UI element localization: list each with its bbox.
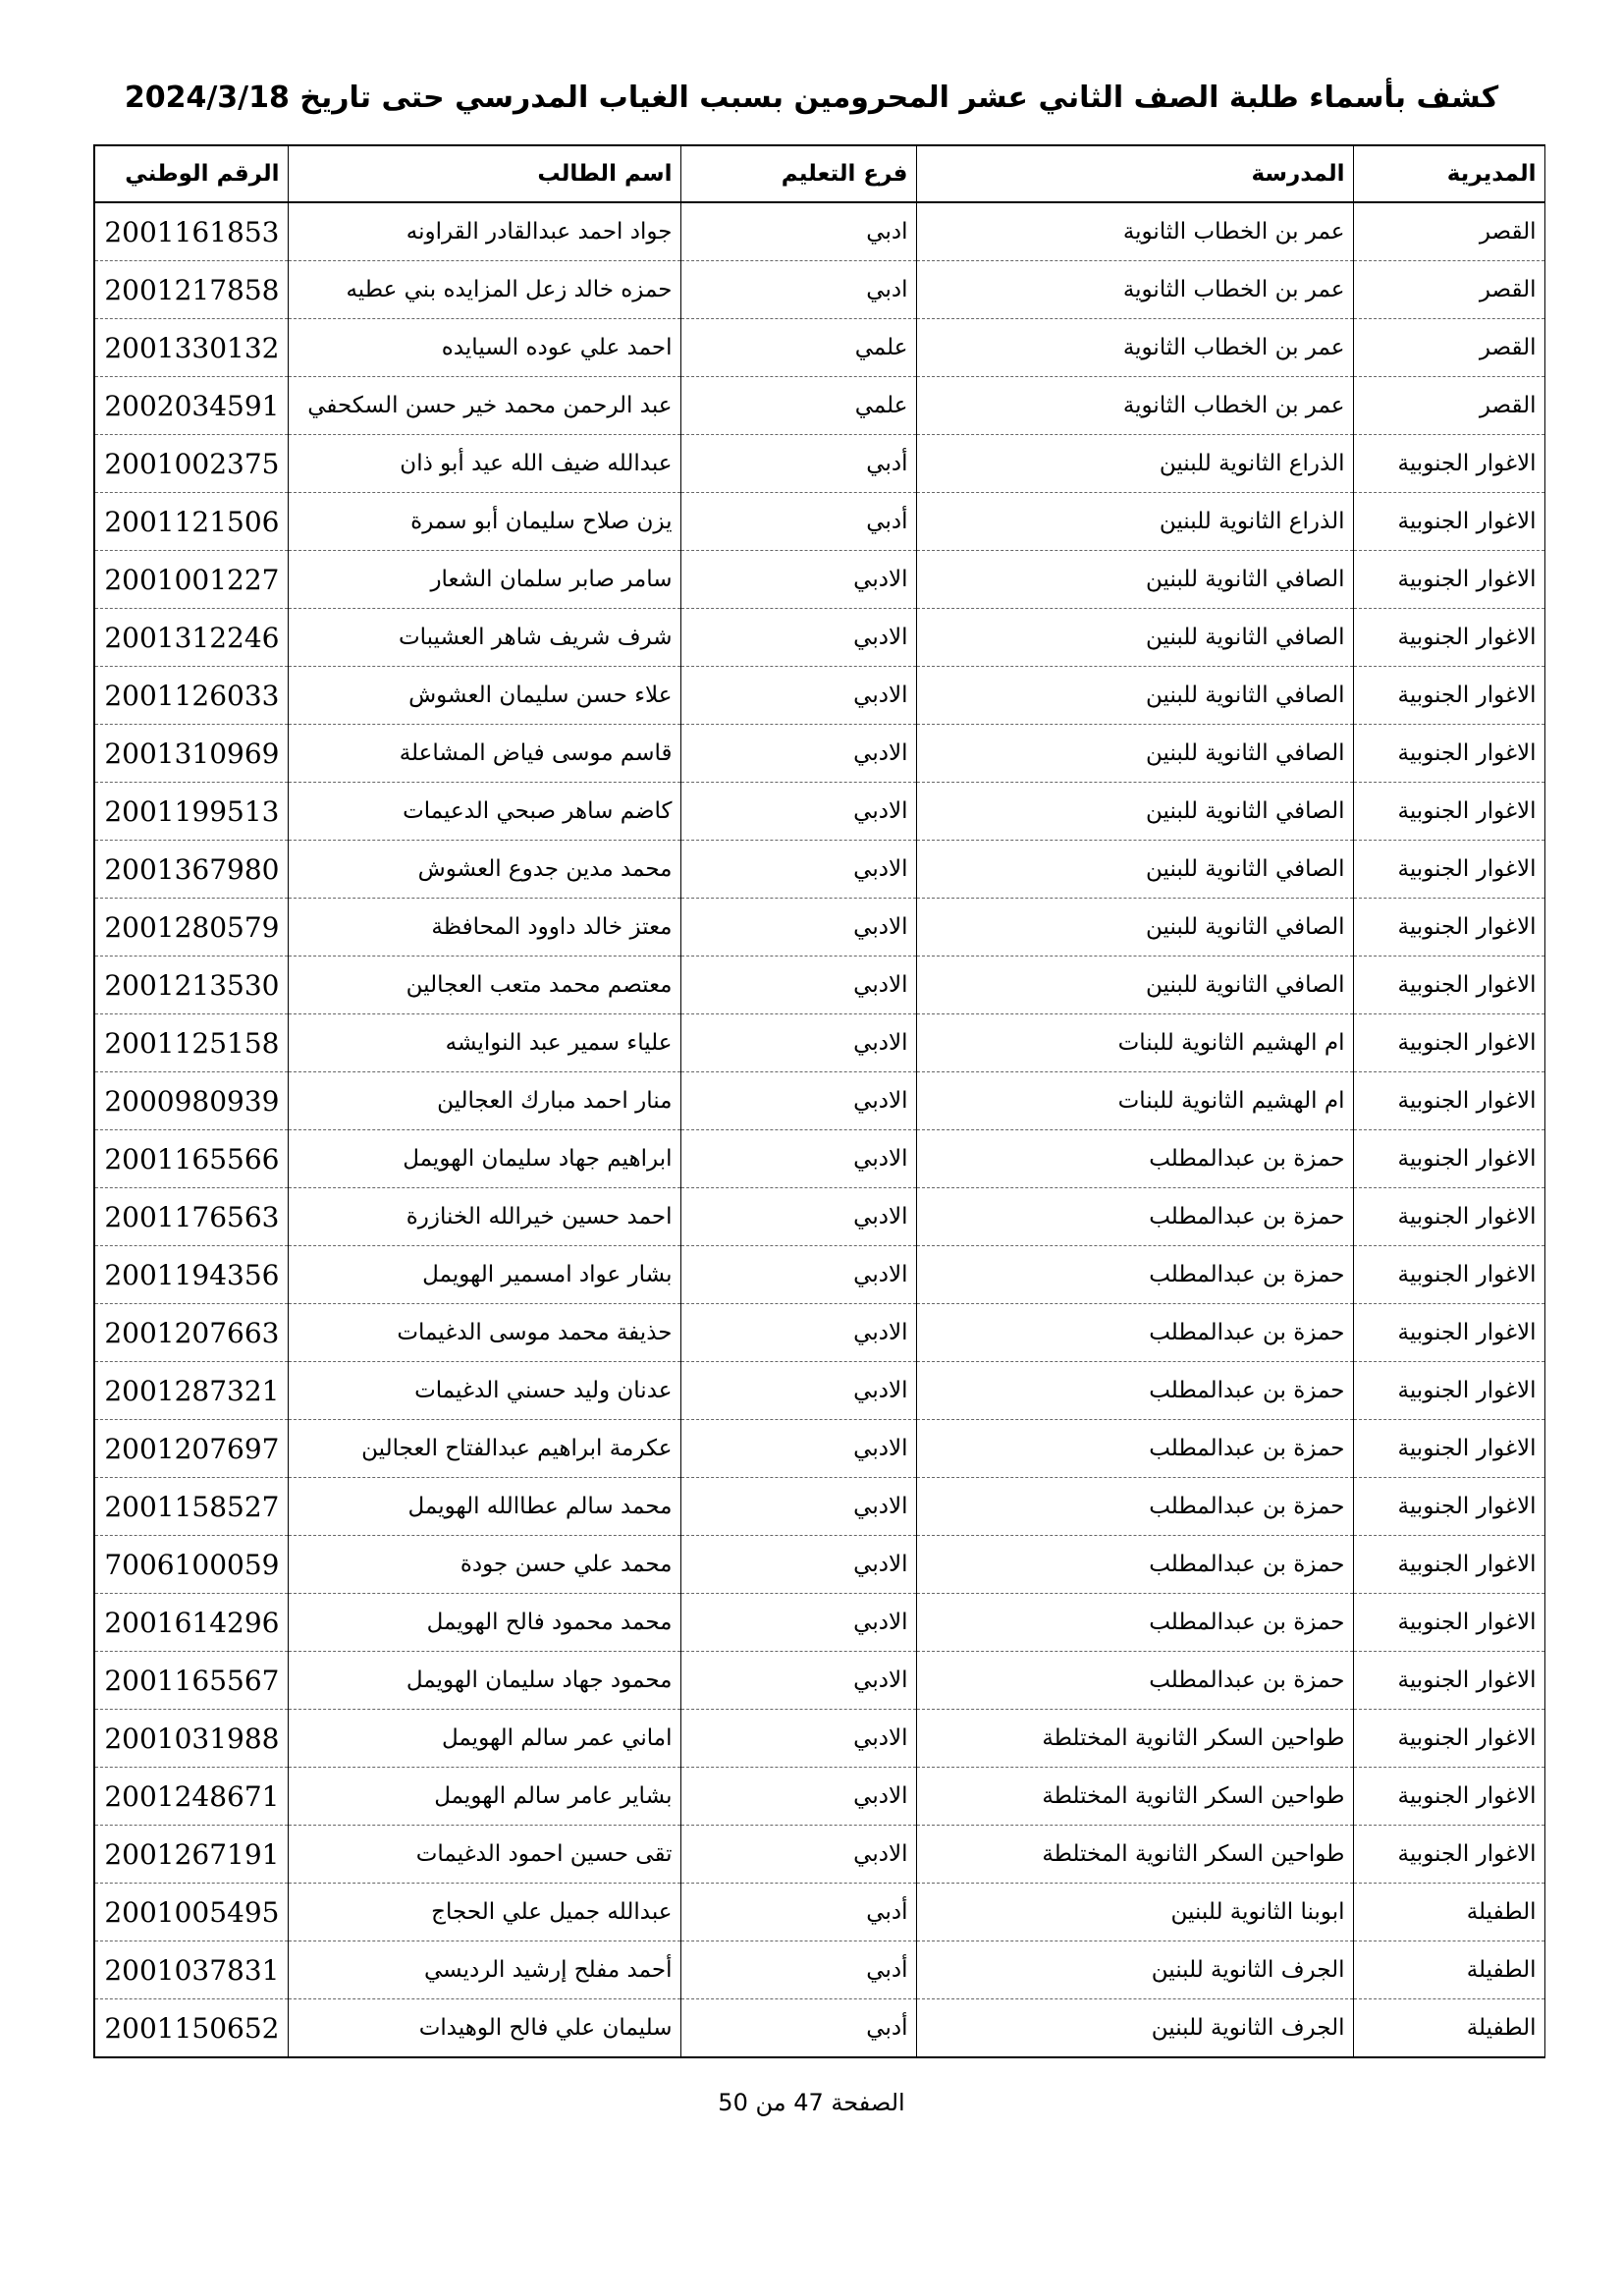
cell-directorate: الاغوار الجنوبية [1353,1188,1544,1246]
table-row [94,725,1544,783]
cell-national-id: 2001002375 [94,435,288,493]
cell-directorate: الاغوار الجنوبية [1353,1246,1544,1304]
cell-student-name: ابراهيم جهاد سليمان الهويمل [288,1130,680,1188]
cell-student-name: قاسم موسى فياض المشاعلة [288,725,680,783]
cell-student-name: علاء حسن سليمان العشوش [288,667,680,725]
cell-national-id: 2001165567 [94,1652,288,1710]
page-title: كشف بأسماء طلبة الصف الثاني عشر المحرومين بسبب الغياب المدرسي حتى تاريخ 2024/3/18 [124,81,1499,115]
cell-national-id: 2001267191 [94,1826,288,1884]
cell-student-name: أحمد مفلح إرشيد الرديسي [288,1941,680,1999]
cell-national-id: 2001037831 [94,1941,288,1999]
cell-branch: علمي [680,319,916,377]
cell-branch: الادبي [680,1188,916,1246]
cell-school: الصافي الثانوية للبنين [916,957,1353,1014]
cell-directorate: الاغوار الجنوبية [1353,1594,1544,1652]
cell-school: الصافي الثانوية للبنين [916,609,1353,667]
cell-national-id: 2001213530 [94,957,288,1014]
cell-national-id: 2001126033 [94,667,288,725]
cell-school: حمزة بن عبدالمطلب [916,1478,1353,1536]
cell-branch: الادبي [680,1246,916,1304]
cell-national-id: 2002034591 [94,377,288,435]
cell-national-id: 2001330132 [94,319,288,377]
cell-national-id: 2001121506 [94,493,288,551]
cell-school: الجرف الثانوية للبنين [916,1941,1353,1999]
table-header-row [94,145,1544,202]
table-row [94,261,1544,319]
table-row [94,1014,1544,1072]
cell-student-name: محمد علي حسن جودة [288,1536,680,1594]
cell-branch: ادبي [680,261,916,319]
table-row [94,1188,1544,1246]
cell-directorate: الاغوار الجنوبية [1353,1768,1544,1826]
cell-branch: ادبي [680,202,916,261]
cell-national-id: 2001248671 [94,1768,288,1826]
table-row [94,1710,1544,1768]
cell-branch: الادبي [680,1536,916,1594]
cell-school: طواحين السكر الثانوية المختلطة [916,1826,1353,1884]
cell-school: الصافي الثانوية للبنين [916,783,1353,841]
cell-branch: أدبي [680,1999,916,2058]
cell-school: الصافي الثانوية للبنين [916,725,1353,783]
cell-school: عمر بن الخطاب الثانوية [916,202,1353,261]
students-table [93,144,1545,2058]
cell-school: عمر بن الخطاب الثانوية [916,261,1353,319]
cell-school: حمزة بن عبدالمطلب [916,1130,1353,1188]
cell-directorate: القصر [1353,377,1544,435]
cell-directorate: الاغوار الجنوبية [1353,1652,1544,1710]
cell-national-id: 2001287321 [94,1362,288,1420]
cell-school: حمزة بن عبدالمطلب [916,1652,1353,1710]
cell-directorate: الاغوار الجنوبية [1353,1710,1544,1768]
cell-student-name: معتصم محمد متعب العجالين [288,957,680,1014]
cell-branch: الادبي [680,609,916,667]
header-national-id: الرقم الوطني [94,145,288,202]
cell-student-name: يزن صلاح سليمان أبو سمرة [288,493,680,551]
cell-branch: الادبي [680,841,916,899]
table-row [94,1362,1544,1420]
cell-student-name: علياء سمير عبد النوايشه [288,1014,680,1072]
cell-branch: الادبي [680,1072,916,1130]
table-row [94,1130,1544,1188]
cell-student-name: بشاير عامر سالم الهويمل [288,1768,680,1826]
cell-school: عمر بن الخطاب الثانوية [916,319,1353,377]
cell-national-id: 2001207663 [94,1304,288,1362]
table-row [94,1826,1544,1884]
cell-school: الصافي الثانوية للبنين [916,899,1353,957]
cell-directorate: الاغوار الجنوبية [1353,667,1544,725]
table-row [94,1652,1544,1710]
cell-branch: الادبي [680,899,916,957]
cell-directorate: الاغوار الجنوبية [1353,551,1544,609]
cell-student-name: عكرمة ابراهيم عبدالفتاح العجالين [288,1420,680,1478]
cell-student-name: حذيفة محمد موسى الدغيمات [288,1304,680,1362]
cell-branch: الادبي [680,1130,916,1188]
cell-directorate: الاغوار الجنوبية [1353,1362,1544,1420]
cell-directorate: الطفيلة [1353,1999,1544,2058]
cell-school: حمزة بن عبدالمطلب [916,1420,1353,1478]
cell-directorate: القصر [1353,202,1544,261]
cell-national-id: 2001194356 [94,1246,288,1304]
table-row [94,1478,1544,1536]
cell-school: حمزة بن عبدالمطلب [916,1188,1353,1246]
cell-directorate: الاغوار الجنوبية [1353,1130,1544,1188]
table-row [94,319,1544,377]
cell-national-id: 2001031988 [94,1710,288,1768]
table-row [94,1594,1544,1652]
cell-national-id: 2001280579 [94,899,288,957]
cell-national-id: 2001001227 [94,551,288,609]
cell-school: ام الهشيم الثانوية للبنات [916,1014,1353,1072]
table-row [94,783,1544,841]
table-row [94,202,1544,261]
cell-student-name: عبد الرحمن محمد خير حسن السكحفي [288,377,680,435]
cell-student-name: محمد محمود فالح الهويمل [288,1594,680,1652]
header-branch: فرع التعليم [680,145,916,202]
cell-student-name: عدنان وليد حسني الدغيمات [288,1362,680,1420]
cell-national-id: 2001176563 [94,1188,288,1246]
cell-national-id: 2001217858 [94,261,288,319]
table-row [94,899,1544,957]
cell-student-name: اماني عمر سالم الهويمل [288,1710,680,1768]
cell-national-id: 2001165566 [94,1130,288,1188]
cell-directorate: القصر [1353,261,1544,319]
cell-directorate: الاغوار الجنوبية [1353,609,1544,667]
cell-school: الصافي الثانوية للبنين [916,551,1353,609]
cell-national-id: 2001158527 [94,1478,288,1536]
cell-branch: الادبي [680,667,916,725]
cell-student-name: معتز خالد داوود المحافظة [288,899,680,957]
header-directorate: المديرية [1353,145,1544,202]
cell-school: ابوبنا الثانوية للبنين [916,1884,1353,1941]
cell-branch: الادبي [680,1594,916,1652]
header-student-name: اسم الطالب [288,145,680,202]
table-row [94,1536,1544,1594]
cell-branch: أدبي [680,1941,916,1999]
cell-student-name: احمد علي عوده السيايده [288,319,680,377]
cell-student-name: عبدالله ضيف الله عيد أبو ذان [288,435,680,493]
cell-directorate: الاغوار الجنوبية [1353,1304,1544,1362]
cell-branch: الادبي [680,1362,916,1420]
table-row [94,493,1544,551]
cell-directorate: الاغوار الجنوبية [1353,1014,1544,1072]
cell-branch: أدبي [680,493,916,551]
table-row [94,1420,1544,1478]
cell-branch: الادبي [680,783,916,841]
cell-school: الجرف الثانوية للبنين [916,1999,1353,2058]
cell-directorate: الاغوار الجنوبية [1353,1478,1544,1536]
cell-national-id: 2001199513 [94,783,288,841]
cell-national-id: 2001125158 [94,1014,288,1072]
cell-national-id: 2001161853 [94,202,288,261]
cell-branch: أدبي [680,1884,916,1941]
cell-student-name: تقى حسين احمود الدغيمات [288,1826,680,1884]
cell-directorate: القصر [1353,319,1544,377]
cell-student-name: سليمان علي فالح الوهيدات [288,1999,680,2058]
cell-branch: الادبي [680,1014,916,1072]
cell-directorate: الطفيلة [1353,1941,1544,1999]
cell-school: حمزة بن عبدالمطلب [916,1304,1353,1362]
cell-national-id: 2001367980 [94,841,288,899]
table-body [94,202,1544,2057]
table-row [94,1884,1544,1941]
cell-directorate: الاغوار الجنوبية [1353,1072,1544,1130]
cell-school: طواحين السكر الثانوية المختلطة [916,1710,1353,1768]
cell-student-name: احمد حسين خيرالله الخنازرة [288,1188,680,1246]
cell-branch: الادبي [680,1304,916,1362]
cell-directorate: الاغوار الجنوبية [1353,957,1544,1014]
table-row [94,841,1544,899]
cell-student-name: محمد سالم عطاالله الهويمل [288,1478,680,1536]
cell-national-id: 2001207697 [94,1420,288,1478]
table-row [94,1941,1544,1999]
table-row [94,609,1544,667]
cell-directorate: الاغوار الجنوبية [1353,1536,1544,1594]
cell-directorate: الاغوار الجنوبية [1353,899,1544,957]
cell-student-name: كاضم ساهر صبحي الدعيمات [288,783,680,841]
cell-branch: الادبي [680,1652,916,1710]
cell-school: عمر بن الخطاب الثانوية [916,377,1353,435]
cell-branch: الادبي [680,551,916,609]
cell-national-id: 2001005495 [94,1884,288,1941]
cell-national-id: 2001310969 [94,725,288,783]
cell-student-name: محمد مدين جدوع العشوش [288,841,680,899]
table-row [94,1304,1544,1362]
table-row [94,377,1544,435]
cell-national-id: 2001312246 [94,609,288,667]
cell-directorate: الاغوار الجنوبية [1353,1420,1544,1478]
cell-national-id: 7006100059 [94,1536,288,1594]
cell-directorate: الاغوار الجنوبية [1353,435,1544,493]
cell-national-id: 2001150652 [94,1999,288,2058]
cell-student-name: حمزه خالد زعل المزايده بني عطيه [288,261,680,319]
cell-school: الذراع الثانوية للبنين [916,435,1353,493]
cell-student-name: منار احمد مبارك العجالين [288,1072,680,1130]
cell-student-name: عبدالله جميل علي الحجاج [288,1884,680,1941]
cell-branch: الادبي [680,1710,916,1768]
cell-student-name: بشار عواد امسمير الهويمل [288,1246,680,1304]
cell-school: حمزة بن عبدالمطلب [916,1362,1353,1420]
cell-school: حمزة بن عبدالمطلب [916,1536,1353,1594]
cell-branch: الادبي [680,1478,916,1536]
table-row [94,957,1544,1014]
table-row [94,551,1544,609]
cell-directorate: الاغوار الجنوبية [1353,841,1544,899]
table-row [94,667,1544,725]
page-footer: الصفحة 47 من 50 [718,2089,905,2116]
cell-directorate: الاغوار الجنوبية [1353,493,1544,551]
cell-branch: الادبي [680,1420,916,1478]
cell-student-name: محمود جهاد سليمان الهويمل [288,1652,680,1710]
cell-school: الصافي الثانوية للبنين [916,667,1353,725]
cell-school: الصافي الثانوية للبنين [916,841,1353,899]
cell-national-id: 2000980939 [94,1072,288,1130]
cell-student-name: شرف شريف شاهر العشيبات [288,609,680,667]
cell-school: الذراع الثانوية للبنين [916,493,1353,551]
table-row [94,1246,1544,1304]
cell-branch: أدبي [680,435,916,493]
cell-branch: الادبي [680,725,916,783]
cell-branch: علمي [680,377,916,435]
cell-directorate: الاغوار الجنوبية [1353,783,1544,841]
cell-branch: الادبي [680,1826,916,1884]
header-school: المدرسة [916,145,1353,202]
cell-directorate: الاغوار الجنوبية [1353,725,1544,783]
cell-branch: الادبي [680,957,916,1014]
cell-school: ام الهشيم الثانوية للبنات [916,1072,1353,1130]
table-row [94,1768,1544,1826]
cell-school: حمزة بن عبدالمطلب [916,1246,1353,1304]
cell-directorate: الاغوار الجنوبية [1353,1826,1544,1884]
cell-student-name: سامر صابر سلمان الشعار [288,551,680,609]
cell-student-name: جواد احمد عبدالقادر القراونه [288,202,680,261]
cell-school: حمزة بن عبدالمطلب [916,1594,1353,1652]
table-row [94,1999,1544,2058]
cell-school: طواحين السكر الثانوية المختلطة [916,1768,1353,1826]
cell-directorate: الطفيلة [1353,1884,1544,1941]
table-row [94,1072,1544,1130]
cell-branch: الادبي [680,1768,916,1826]
table-row [94,435,1544,493]
cell-national-id: 2001614296 [94,1594,288,1652]
